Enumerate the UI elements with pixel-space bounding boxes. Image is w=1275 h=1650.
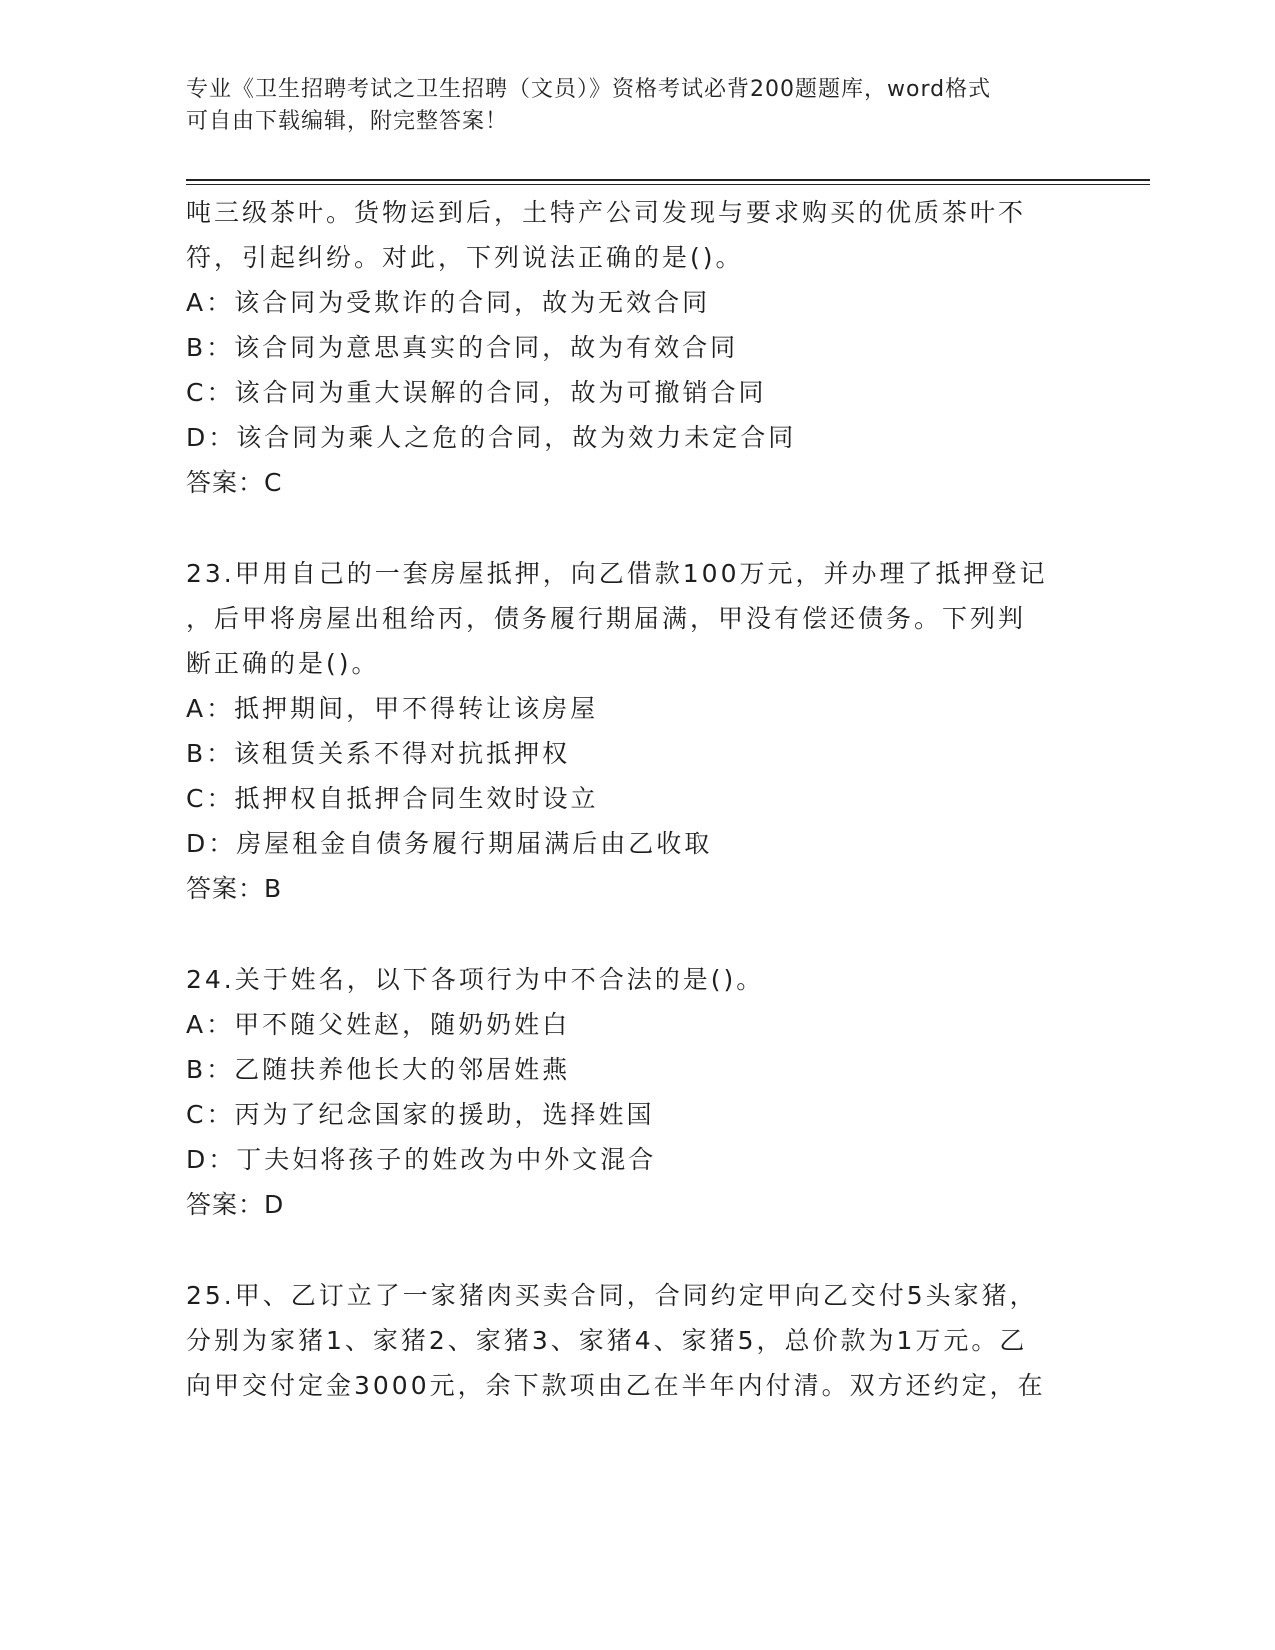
- option-c: C：丙为了纪念国家的援助，选择姓国: [186, 1100, 655, 1129]
- option-b: B：该租赁关系不得对抗抵押权: [186, 739, 571, 768]
- header-rule-thick: [186, 179, 1150, 181]
- block-spacer: [186, 1227, 1086, 1273]
- option-d: D：丁夫妇将孩子的姓改为中外文混合: [186, 1145, 657, 1174]
- block-spacer: [186, 911, 1086, 957]
- question-text-line: 向甲交付定金3000元，余下款项由乙在半年内付清。双方还约定，在: [186, 1371, 1046, 1400]
- option-c: C：抵押权自抵押合同生效时设立: [186, 784, 599, 813]
- option-b: B：乙随扶养他长大的邻居姓燕: [186, 1055, 571, 1084]
- question-text-line: 24.关于姓名，以下各项行为中不合法的是()。: [186, 965, 765, 994]
- option-a: A：甲不随父姓赵，随奶奶姓白: [186, 1010, 571, 1039]
- answer-line: 答案：B: [186, 874, 283, 903]
- question-block: [186, 1273, 1086, 1408]
- option-a: A：抵押期间，甲不得转让该房屋: [186, 694, 599, 723]
- option-d: D：房屋租金自债务履行期届满后由乙收取: [186, 829, 713, 858]
- question-block: [186, 190, 1086, 505]
- question-text-line: ，后甲将房屋出租给丙，债务履行期届满，甲没有偿还债务。下列判: [186, 604, 1027, 633]
- header-line: 可自由下载编辑，附完整答案！: [186, 109, 509, 134]
- question-text-line: 分别为家猪1、家猪2、家猪3、家猪4、家猪5，总价款为1万元。乙: [186, 1326, 1028, 1355]
- answer-line: 答案：D: [186, 1190, 285, 1219]
- question-content: [186, 190, 1086, 1408]
- question-text-line: 23.甲用自己的一套房屋抵押，向乙借款100万元，并办理了抵押登记: [186, 559, 1048, 588]
- block-spacer: [186, 505, 1086, 551]
- option-c: C：该合同为重大误解的合同，故为可撤销合同: [186, 378, 767, 407]
- header-rule-thin: [186, 184, 1150, 185]
- question-text-line: 符，引起纠纷。对此，下列说法正确的是()。: [186, 243, 744, 272]
- option-b: B：该合同为意思真实的合同，故为有效合同: [186, 333, 739, 362]
- option-a: A：该合同为受欺诈的合同，故为无效合同: [186, 288, 711, 317]
- question-block: [186, 957, 1086, 1227]
- document-header: [186, 74, 1066, 138]
- question-text-line: 断正确的是()。: [186, 649, 380, 678]
- answer-line: 答案：C: [186, 468, 283, 497]
- question-block: [186, 551, 1086, 911]
- header-line: 专业《卫生招聘考试之卫生招聘（文员）》资格考试必背200题题库，word格式: [186, 77, 992, 102]
- option-d: D：该合同为乘人之危的合同，故为效力未定合同: [186, 423, 797, 452]
- question-text-line: 25.甲、乙订立了一家猪肉买卖合同，合同约定甲向乙交付5头家猪，: [186, 1281, 1038, 1310]
- question-text-line: 吨三级茶叶。货物运到后，土特产公司发现与要求购买的优质茶叶不: [186, 198, 1027, 227]
